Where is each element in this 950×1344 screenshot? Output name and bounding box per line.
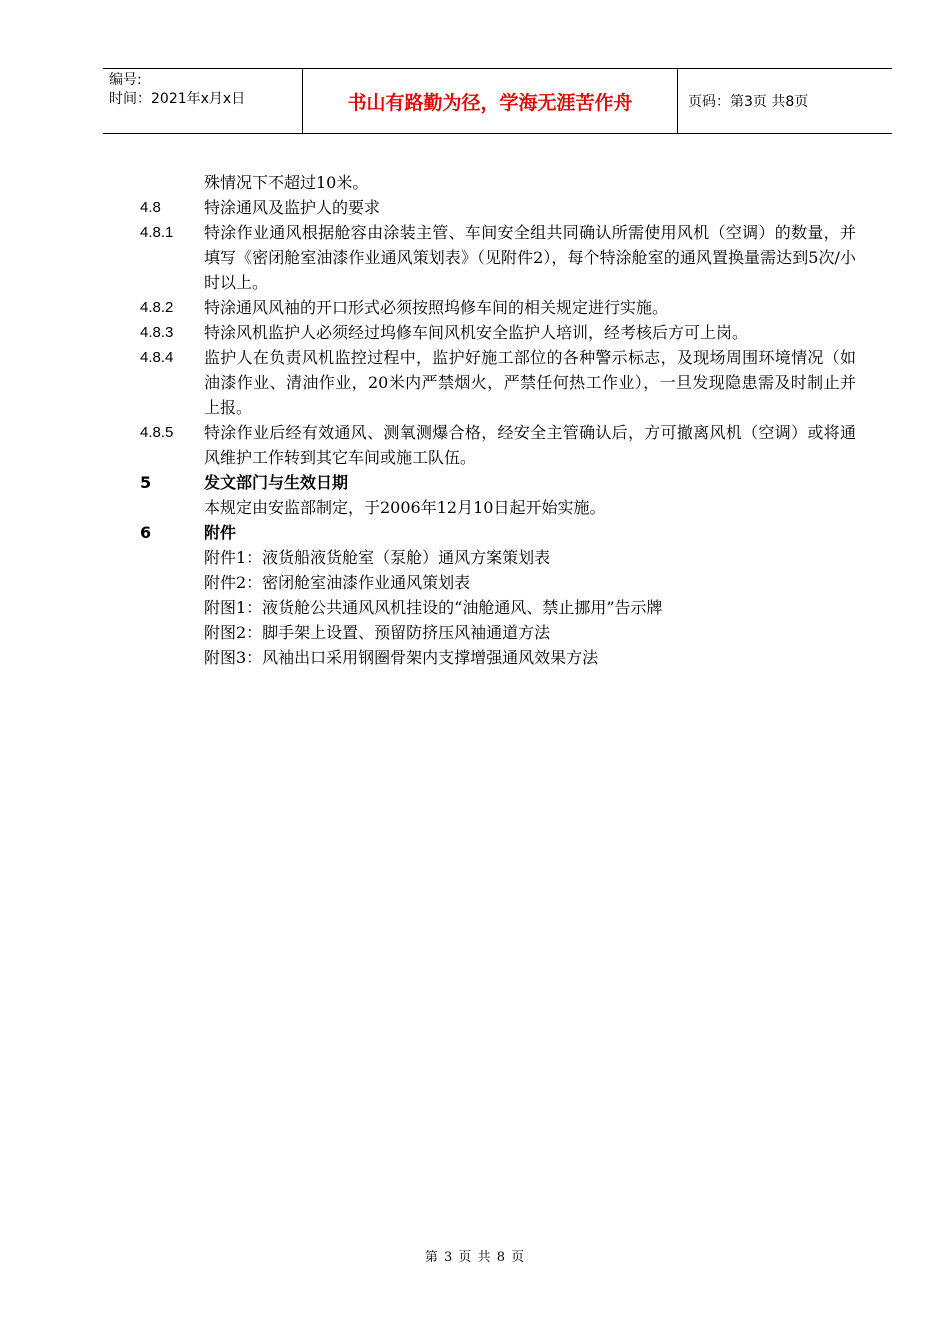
section-title: 附件 xyxy=(204,523,237,542)
clause-4-8 xyxy=(140,195,856,220)
header-page-code: 页码：第3页 共8页 xyxy=(688,94,809,110)
attachment-item: 附件2：密闭舱室油漆作业通风策划表 xyxy=(204,573,471,592)
clause-4-8-1 xyxy=(140,220,856,295)
clause-number: 4.8.5 xyxy=(140,424,174,441)
clause-text: 特涂通风及监护人的要求 xyxy=(204,198,381,217)
page-footer: 第 3 页 共 8 页 xyxy=(424,1250,526,1265)
section-number: 6 xyxy=(140,523,152,542)
clause-4-8-2 xyxy=(140,295,856,320)
clause-4-8-4 xyxy=(140,345,856,420)
clause-number: 4.8.3 xyxy=(140,324,174,341)
continuation-text: 殊情况下不超过10米。 xyxy=(204,173,369,192)
section-number: 5 xyxy=(140,473,152,492)
header-meta xyxy=(103,69,303,133)
document-number-label: 编号: xyxy=(109,72,142,88)
attachment-item: 附图3：风袖出口采用钢圈骨架内支撑增强通风效果方法 xyxy=(204,648,599,667)
clause-4-8-5 xyxy=(140,420,856,470)
section-5-heading xyxy=(140,470,856,495)
section-title: 发文部门与生效日期 xyxy=(204,473,349,492)
clause-text: 特涂风机监护人必须经过坞修车间风机安全监护人培训，经考核后方可上岗。 xyxy=(204,323,749,342)
clause-text: 监护人在负责风机监控过程中，监护好施工部位的各种警示标志，及现场周围环境情况（如油漆作业、清油作业，20米内严禁烟火，严禁任何热工作业），一旦发现隐患需及时制止并上报。 xyxy=(204,348,856,417)
clause-number: 4.8.4 xyxy=(140,349,174,366)
section-5-text: 本规定由安监部制定，于2006年12月10日起开始实施。 xyxy=(204,498,606,517)
attachment-item: 附件1：液货船液货舱室（泵舱）通风方案策划表 xyxy=(204,548,551,567)
document-header xyxy=(103,68,892,134)
clause-number: 4.8.2 xyxy=(140,299,174,316)
clause-number: 4.8.1 xyxy=(140,224,174,241)
attachment-item: 附图2：脚手架上设置、预留防挤压风袖通道方法 xyxy=(204,623,551,642)
clause-text: 特涂作业通风根据舱容由涂装主管、车间安全组共同确认所需使用风机（空调）的数量，并填写《密闭舱室油漆作业通风策划表》（见附件2），每个特涂舱室的通风置换量需达到5次/小时以上。 xyxy=(204,223,856,292)
clause-4-8-3 xyxy=(140,320,856,345)
header-motto: 书山有路勤为径，学海无涯苦作舟 xyxy=(303,69,678,133)
section-6-heading xyxy=(140,520,856,545)
clause-number: 4.8 xyxy=(140,199,161,216)
document-body xyxy=(140,170,856,670)
clause-text: 特涂通风风袖的开口形式必须按照坞修车间的相关规定进行实施。 xyxy=(204,298,669,317)
clause-text: 特涂作业后经有效通风、测氧测爆合格，经安全主管确认后，方可撤离风机（空调）或将通风维护工作转到其它车间或施工队伍。 xyxy=(204,423,856,467)
attachment-item: 附图1：液货舱公共通风风机挂设的“油舱通风、禁止挪用”告示牌 xyxy=(204,598,663,617)
document-time: 时间：2021年x月x日 xyxy=(109,91,246,107)
